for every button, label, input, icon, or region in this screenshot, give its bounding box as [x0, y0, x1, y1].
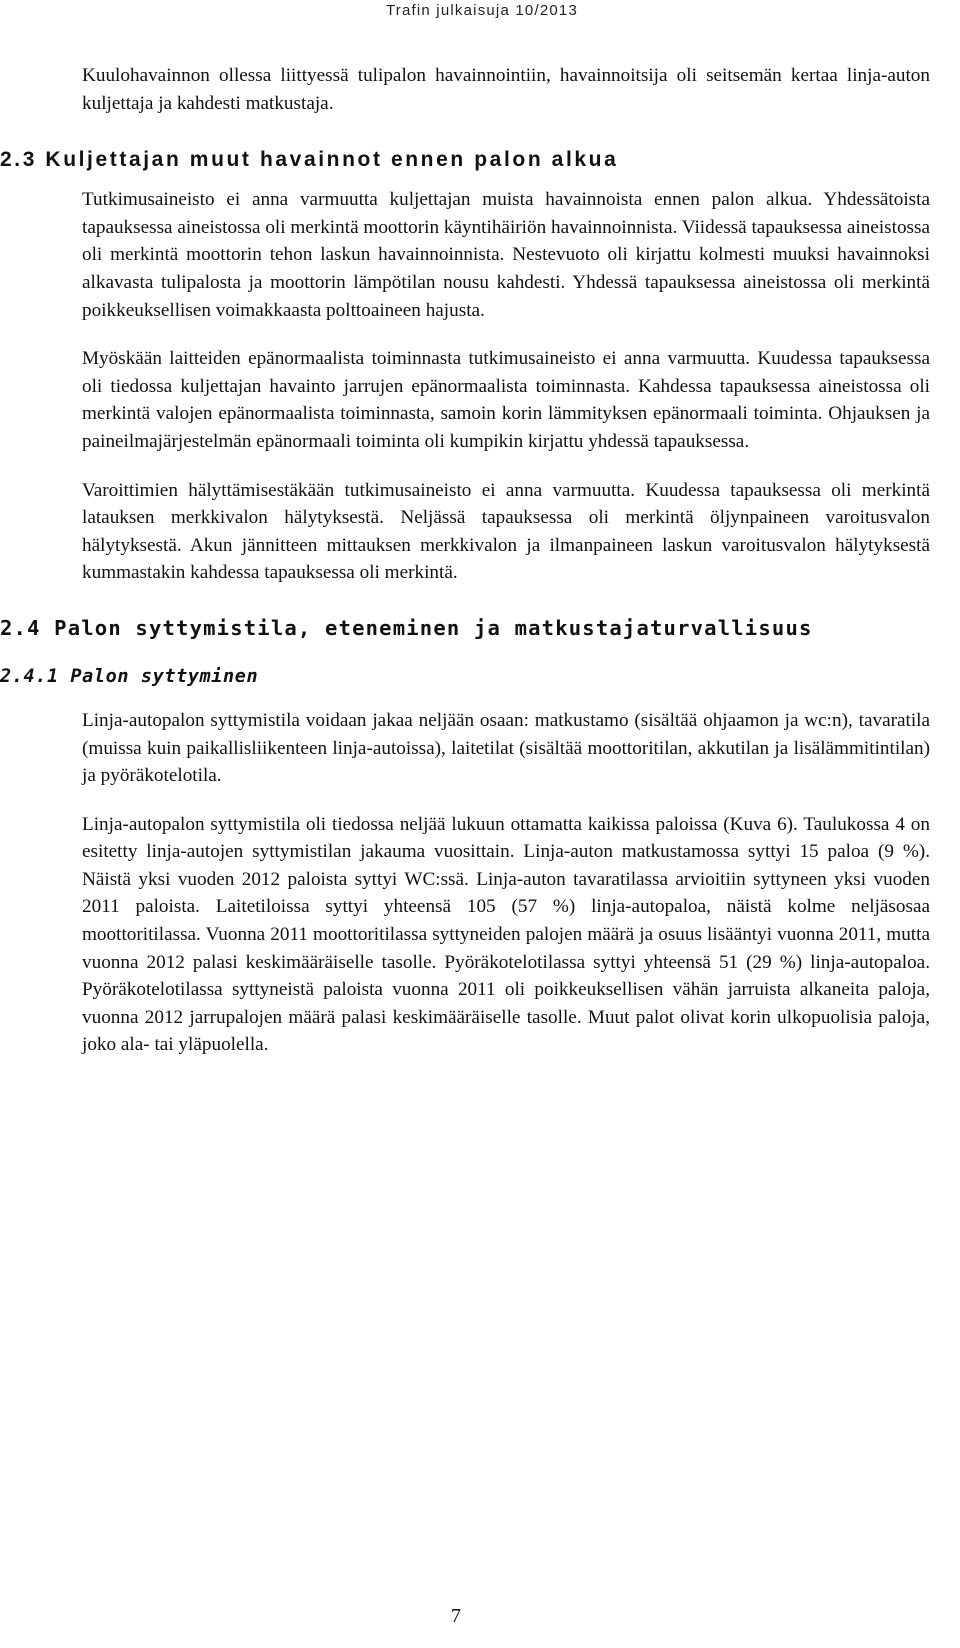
- section-2-3-paragraph-2: Myöskään laitteiden epänormaalista toiminnasta tutkimusaineisto ei anna varmuutta. Kuudessa tapauksessa oli tiedossa kuljettajan havainto jarrujen epänormaalista toiminnasta. Kahdessa tapauksessa aineistossa oli merkintä valojen epänormaalista toiminnasta, samoin korin lämmityksen epänormaali toiminta. Ohjauksen ja paineilmajärjestelmän epänormaali toiminta oli kumpikin kirjattu yhdessä tapauksessa.: [82, 348, 930, 452]
- section-2-3-heading: 2.3 Kuljettajan muut havainnot ennen palon alkua: [0, 148, 619, 172]
- intro-paragraph: Kuulohavainnon ollessa liittyessä tulipalon havainnointiin, havainnoitsija oli seitsemän kertaa linja-auton kuljettaja ja kahdesti matkustaja.: [82, 65, 930, 114]
- section-2-4-1-paragraph-2: Linja-autopalon syttymistila oli tiedossa neljää lukuun ottamatta kaikissa paloissa (Kuva 6). Taulukossa 4 on esitetty linja-autojen syttymistilan jakauma vuosittain. Linja-auton matkustamossa syttyi 15 paloa (9 %). Näistä yksi vuoden 2012 paloista syttyi WC:ssä. Linja-auton tavaratilassa arvioitiin syttyneen yksi vuoden 2011 paloista. Laitetiloissa syttyi yhteensä 105 (57 %) linja-autopaloa, näistä kolme neljäsosaa moottoritilassa. Vuonna 2011 moottoritilassa syttyneiden palojen määrä ja osuus lisääntyi vuonna 2011, mutta vuonna 2012 palasi keskimääräiselle tasolle. Pyöräkotelotilassa syttyi yhteensä 51 (29 %) linja-autopaloa. Pyöräkotelotilassa syttyneistä paloista vuonna 2011 oli poikkeuksellisen vähän jarruista alkaneita paloja, vuonna 2012 jarrupalojen määrä palasi keskimääräiselle tasolle. Muut palot olivat korin ulkopuolisia paloja, joko ala- tai yläpuolella.: [82, 813, 930, 1056]
- page-number: 7: [451, 1605, 461, 1627]
- section-2-4-heading: 2.4 Palon syttymistila, eteneminen ja matkustajaturvallisuus: [0, 615, 813, 640]
- section-2-4-1-heading: 2.4.1 Palon syttyminen: [0, 665, 259, 687]
- section-2-3-paragraph-3: Varoittimien hälyttämisestäkään tutkimusaineisto ei anna varmuutta. Kuudessa tapauksessa oli merkintä latauksen merkkivalon hälytyksestä. Neljässä tapauksessa oli merkintä öljynpaineen varoitusvalon hälytyksestä. Akun jännitteen mittauksen merkkivalon ja ilmanpaineen laskun varoitusvalon hälytyksestä kummastakin kahdessa tapauksessa oli merkintä.: [82, 479, 930, 584]
- running-header: Trafin julkaisuja 10/2013: [385, 2, 578, 19]
- document-body: [0, 62, 930, 1080]
- section-2-4-1-paragraph-1: Linja-autopalon syttymistila voidaan jakaa neljään osaan: matkustamo (sisältää ohjaamon ja wc:n), tavaratila (muissa kuin paikallisliikenteen linja-autoissa), laitetilat (sisältää moottoritilan, akkutilan ja lisälämmitintilan) ja pyöräkotelotila.: [82, 709, 930, 787]
- section-2-3-paragraph-1: Tutkimusaineisto ei anna varmuutta kuljettajan muista havainnoista ennen palon alkua. Yhdessätoista tapauksessa aineistossa oli merkintä moottorin käyntihäiriön havainnoinnista. Viidessä tapauksessa aineistossa oli merkintä moottorin tehon laskun havainnoinnista. Nestevuoto oli kirjattu kolmesti muuksi havainnoksi alkavasta tulipalosta ja moottorin lämpötilan nousu kahdesti. Yhdessä tapauksessa aineistossa oli merkintä poikkeuksellisen voimakkaasta polttoaineen hajusta.: [82, 189, 930, 321]
